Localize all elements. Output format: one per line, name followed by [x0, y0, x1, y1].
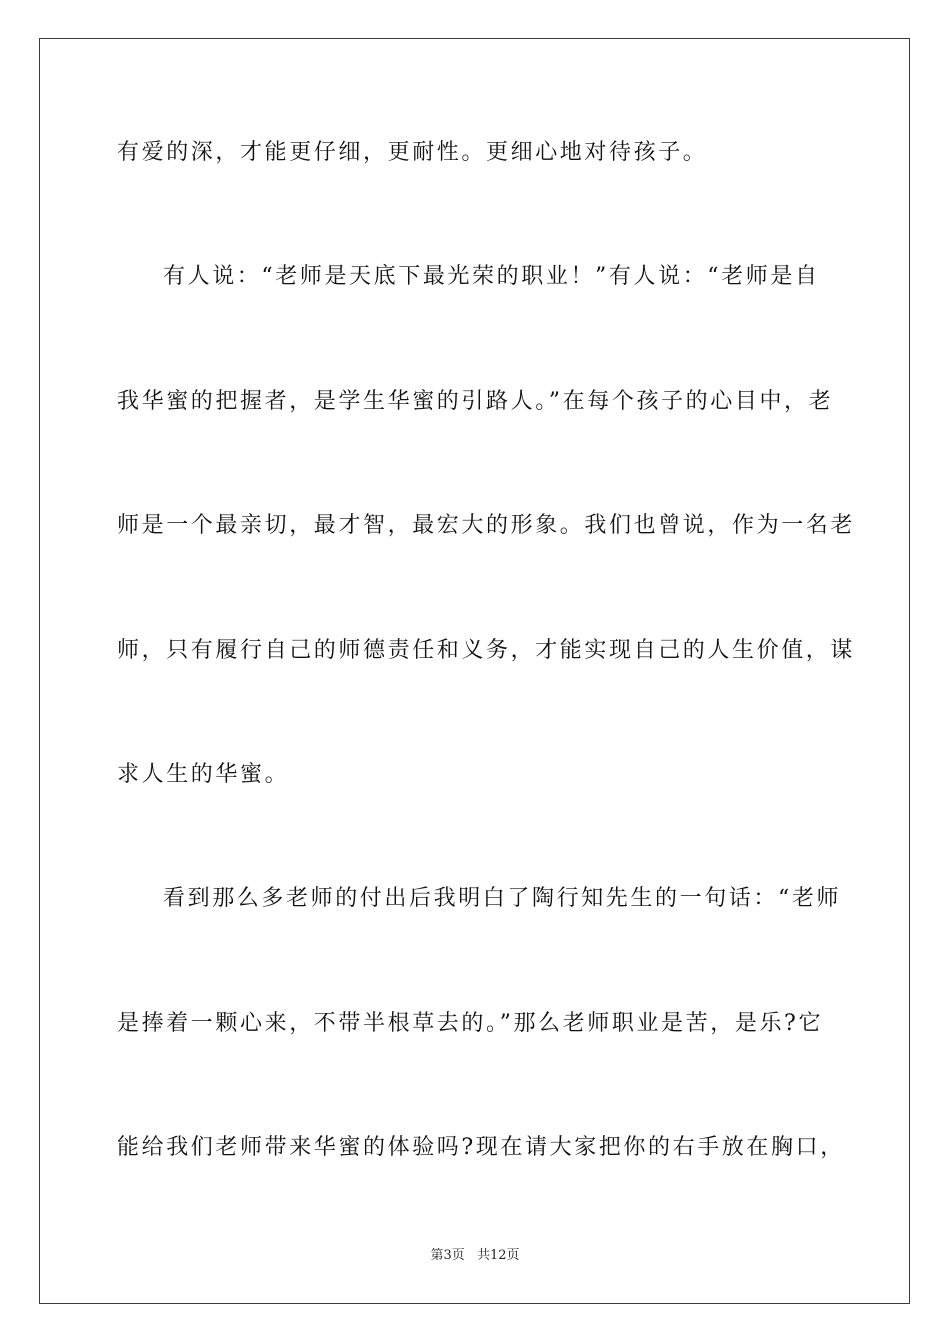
text-line: 看到那么多老师的付出后我明白了陶行知先生的一句话：“老师	[163, 886, 842, 911]
text-line: 师，只有履行自己的师德责任和义务，才能实现自己的人生价值，谋	[117, 638, 856, 663]
page-number: 第3页	[430, 1248, 465, 1263]
text-line: 求人生的华蜜。	[117, 762, 290, 787]
text-line: 有人说：“老师是天底下最光荣的职业！”有人说：“老师是自	[163, 264, 820, 289]
text-line: 有爱的深，才能更仔细，更耐性。更细心地对待孩子。	[117, 140, 708, 165]
page-footer	[0, 1244, 950, 1263]
text-line: 能给我们老师带来华蜜的体验吗?现在请大家把你的右手放在胸口，	[117, 1135, 845, 1160]
text-line: 是捧着一颗心来，不带半根草去的。”那么老师职业是苦，是乐?它	[117, 1011, 824, 1036]
page-border	[39, 38, 910, 1304]
total-pages: 共12页	[476, 1248, 520, 1263]
text-line: 师是一个最亲切，最才智，最宏大的形象。我们也曾说，作为一名老	[117, 513, 856, 538]
text-line: 我华蜜的把握者，是学生华蜜的引路人。”在每个孩子的心目中，老	[117, 389, 834, 414]
